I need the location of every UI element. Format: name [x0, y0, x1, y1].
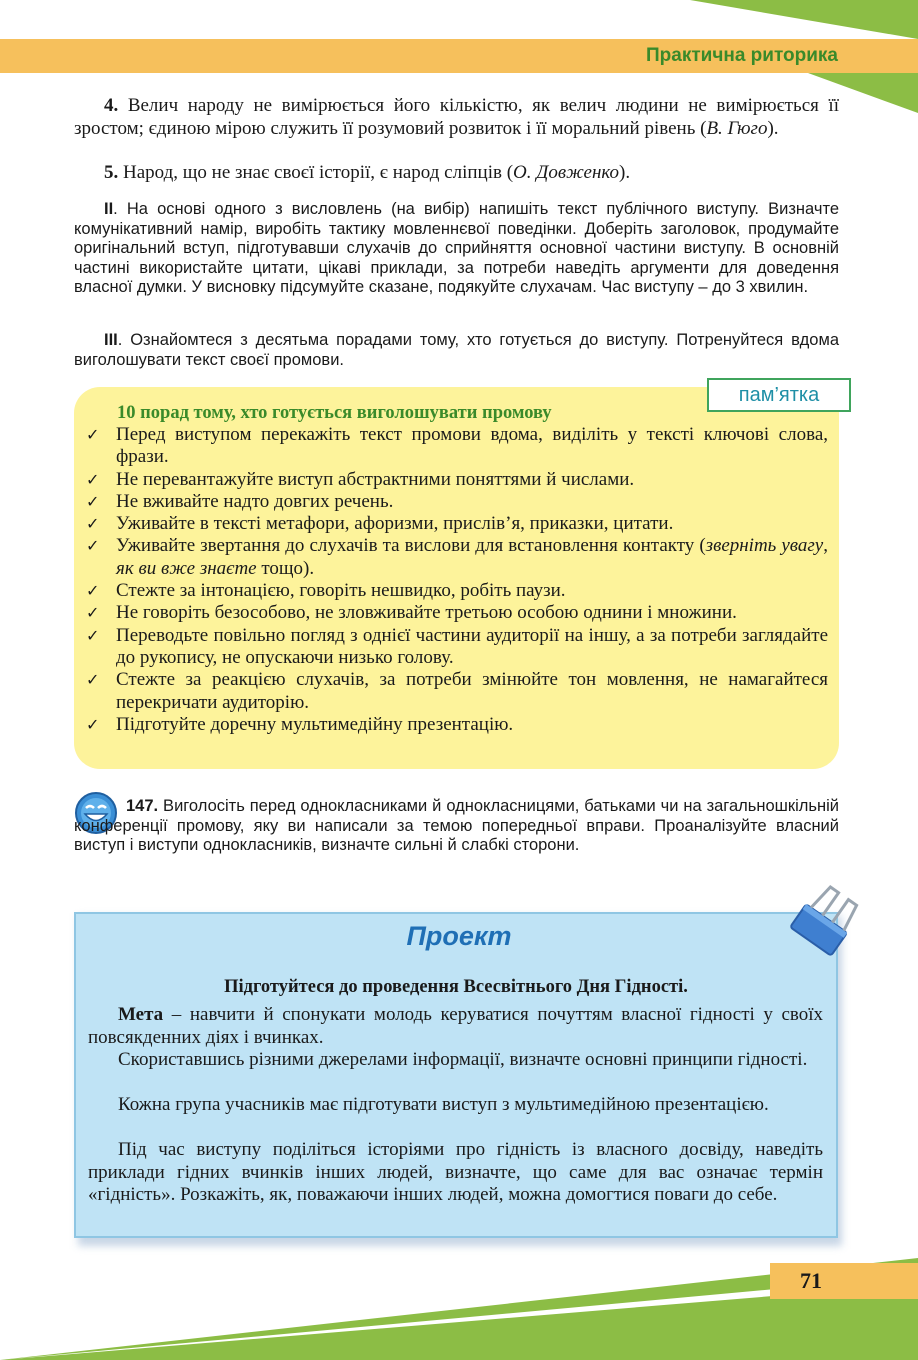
goal-text: – навчити й спонукати молодь керуватися почуттям власної гідності у своїх повсякденних діях і вчинках. — [88, 1004, 823, 1048]
quote-author: В. Гюго — [706, 117, 768, 139]
memo-item: ✓ Уживайте в тексті метафори, афоризми, прислів’я, приказки, цитати. — [86, 513, 674, 535]
task-number: III — [104, 331, 118, 349]
memo-title: 10 порад тому, хто готується виголошувати промову — [117, 403, 552, 423]
task-text: . Ознайомтеся з десятьма порадами тому, хто готується до виступу. Потренуйтеся вдома виголошувати текст своєї промови. — [74, 331, 839, 369]
binder-clip-icon — [778, 878, 870, 970]
check-icon: ✓ — [86, 469, 100, 489]
check-icon: ✓ — [86, 670, 100, 690]
quote-4 — [74, 95, 839, 140]
task-text: . На основі одного з висловлень (на вибір) напишіть текст публічного виступу. Визначте комунікативний намір, виробіть тактику мовленнєвої поведінки. Доберіть заголовок, продумайте оригінальний вступ, підготувавши слухачів до сприйняття основної частини виступу. В основній частині використайте цитати, цікаві приклади, за потреби наведіть аргументи для доведення власної думки. У висновку підсумуйте сказане, подякуйте слухачам. Час виступу – до 3 хвилин. — [74, 200, 839, 296]
exercise-147 — [74, 797, 839, 856]
quote-number: 4. — [104, 95, 119, 116]
project-paragraph: Кожна група учасників має підготувати виступ з мультимедійною презентацією. — [118, 1094, 769, 1115]
check-icon: ✓ — [86, 603, 100, 623]
memo-item: ✓ Стежте за інтонацією, говоріть нешвидко, робіть паузи. — [86, 580, 566, 602]
memo-list — [86, 424, 828, 736]
project-title: Проект — [406, 921, 512, 951]
check-icon: ✓ — [86, 625, 100, 645]
check-icon: ✓ — [86, 514, 100, 534]
quote-5 — [74, 162, 839, 185]
memo-item: ✓ Переводьте повільно погляд з однієї частини аудиторії на іншу, а за потреби заглядайте до рукопису, не опускаючи низько голову. — [86, 624, 828, 668]
memo-item: ✓ Не говоріть безособово, не зловживайте третьою особою однини і множини. — [86, 602, 737, 624]
quote-text-end: ). — [619, 162, 631, 183]
exercise-number: 147. — [126, 797, 159, 815]
quote-text: Народ, що не знає своєї історії, є народ сліпців ( — [118, 162, 514, 183]
exercise-text: Виголосіть перед однокласниками й однокласницями, батьками чи на загальношкільній конференції промову, яку ви написали за темою попередньої вправи. Проаналізуйте власний виступ і виступи однокласників, визначте сильні й слабкі сторони. — [74, 797, 839, 854]
check-icon: ✓ — [86, 714, 100, 734]
memo-item: ✓ Підготуйте доречну мультимедійну презентацію. — [86, 713, 514, 735]
check-icon: ✓ — [86, 581, 100, 601]
page-number: 71 — [800, 1268, 822, 1293]
memo-item: ✓ Не вживайте надто довгих речень. — [86, 490, 394, 512]
project-paragraph: Скориставшись різними джерелами інформації, визначте основні принципи гідності. — [118, 1049, 808, 1070]
quote-text-end: ). — [767, 117, 779, 139]
memo-item: ✓ Перед виступом перекажіть текст промови вдома, виділіть у тексті ключові слова, фрази. — [86, 424, 828, 468]
memo-item: ✓ Не перевантажуйте виступ абстрактними поняттями й числами. — [86, 468, 635, 490]
check-icon: ✓ — [86, 536, 100, 556]
project-goal — [88, 1004, 823, 1049]
project-paragraph: Під час виступу поділіться історіями про гідність із власного досвіду, наведіть приклади гідних вчинків інших людей, визначте, що саме для вас означає термін «гідність». Розкажіть, як, поважаючи інших людей, можна домогтися поваги до себе. — [88, 1139, 823, 1205]
task-number: II — [104, 200, 114, 218]
page-number-band — [770, 1263, 918, 1299]
goal-label: Мета — [118, 1004, 164, 1025]
task-2 — [74, 200, 839, 298]
check-icon: ✓ — [86, 425, 100, 444]
project-subtitle: Підготуйтеся до проведення Всесвітнього Дня Гідності. — [224, 977, 688, 997]
memo-item: ✓ Уживайте звертання до слухачів та вислови для встановлення контакту (зверніть увагу, як ви вже знаєте тощо). — [86, 535, 828, 579]
task-3 — [74, 331, 839, 370]
quote-author: О. Довженко — [513, 162, 620, 183]
memo-item: ✓ Стежте за реакцією слухачів, за потреби змінюйте тон мовлення, не намагайтеся перекричати аудиторію. — [86, 669, 828, 713]
memo-tag: пам’ятка — [707, 378, 851, 412]
section-title: Практична риторика — [646, 45, 838, 66]
header-corner-decoration — [690, 0, 918, 39]
quote-text: Велич народу не вимірюється його кількістю, як велич людини не вимірюється її зростом; єдиною мірою служить її розумовий розвиток і її моральний рівень ( — [74, 95, 839, 139]
check-icon: ✓ — [86, 491, 100, 511]
quote-number: 5. — [104, 162, 119, 183]
